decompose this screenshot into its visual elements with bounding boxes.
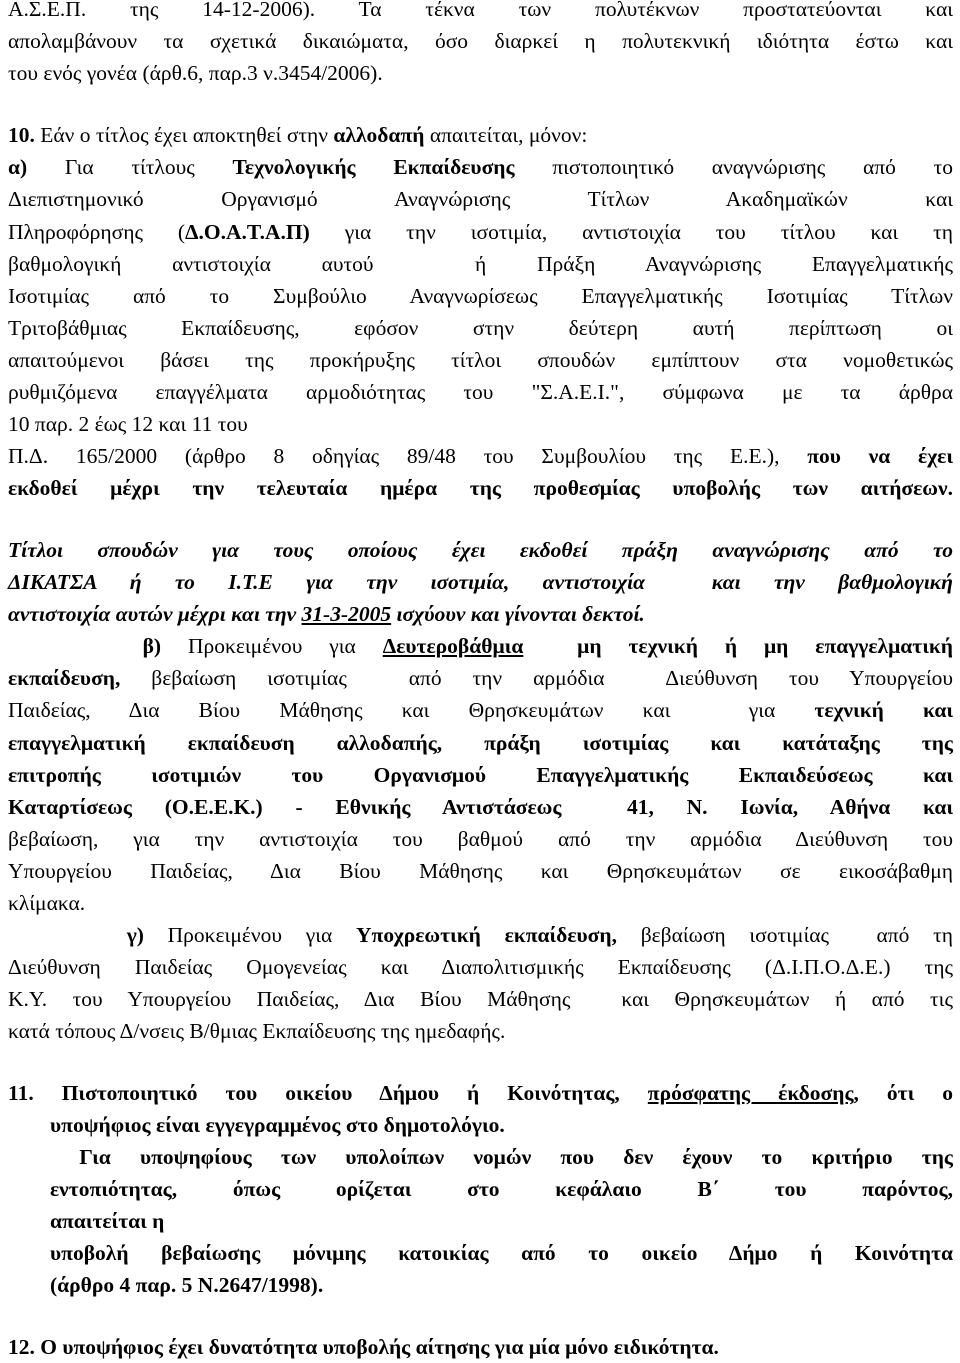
- text-line: [8, 727, 953, 759]
- text-run: ρυθμιζόμενα επαγγέλματα αρμοδιότητας του "Σ.Α.Ε.Ι.", σύμφωνα με τα άρθρα: [8, 380, 953, 404]
- text-line: [8, 759, 953, 791]
- text-run: Υποχρεωτική εκπαίδευση,: [356, 923, 617, 947]
- text-run: βεβαίωση ισοτιμίας από την αρμόδια Διεύθυνση του Υπουργείου: [120, 666, 953, 690]
- text-run: Ισοτιμίας από το Συμβούλιο Αναγνωρίσεως Επαγγελματικής Ισοτιμίας Τίτλων: [8, 284, 953, 308]
- text-line: [8, 630, 953, 662]
- text-run: Παιδείας, Δια Βίου Μάθησης και Θρησκευμάτων και για: [8, 698, 815, 722]
- text-run: που να έχει: [807, 444, 954, 468]
- text-run: επαγγελματική εκπαίδευση αλλοδαπής, πράξη ισοτιμίας και κατάταξης της: [8, 731, 953, 755]
- text-run: αλλοδαπή: [333, 123, 425, 147]
- text-run: (άρθρο 4 παρ. 5 Ν.2647/1998).: [50, 1273, 324, 1297]
- text-run: Εάν ο τίτλος έχει αποκτηθεί στην: [40, 123, 334, 147]
- text-run: Τίτλοι σπουδών για τους οποίους έχει εκδοθεί πράξη αναγνώρισης από το: [8, 538, 953, 562]
- text-line: [8, 151, 953, 183]
- text-line: [8, 0, 953, 25]
- text-run: Π.Δ. 165/2000 (άρθρο 8 οδηγίας 89/48 του Συμβουλίου της Ε.Ε.),: [8, 444, 808, 468]
- text-run: μη τεχνική ή μη επαγγελματική: [523, 634, 954, 658]
- text-line: [8, 440, 953, 472]
- text-run: Για τίτλους: [27, 155, 233, 179]
- text-line: [8, 280, 953, 312]
- text-run: Δευτεροβάθμια: [382, 634, 524, 658]
- text-run: εντοπιότητας, όπως ορίζεται στο κεφάλαιο Β΄ του παρόντος,: [50, 1177, 953, 1201]
- text-run: Πληροφόρησης (: [8, 220, 186, 244]
- text-run: Καταρτίσεως (Ο.Ε.Ε.Κ.) - Εθνικής Αντιστάσεως 41, Ν. Ιωνία, Αθήνα και: [8, 795, 953, 819]
- text-line: [8, 566, 953, 598]
- text-run: [8, 923, 127, 947]
- text-run: απαιτείται η: [50, 1209, 165, 1233]
- text-line: [8, 534, 953, 566]
- text-run: α): [8, 155, 28, 179]
- text-run: β): [142, 634, 162, 658]
- text-line: [8, 887, 953, 919]
- text-run: του ενός γονέα (άρθ.6, παρ.3 ν.3454/2006).: [8, 61, 383, 85]
- text-run: , ότι ο: [853, 1081, 953, 1105]
- text-run: 12. Ο υποψήφιος έχει δυνατότητα υποβολής αίτησης για μία μόνο ειδικότητα.: [8, 1335, 719, 1359]
- text-line: [50, 1205, 953, 1237]
- text-line: [8, 344, 953, 376]
- text-run: απαιτείται, μόνον:: [424, 123, 588, 147]
- text-line: [50, 1109, 953, 1141]
- text-run: Για υποψηφίους των υπολοίπων νομών που δεν έχουν το κριτήριο της: [50, 1145, 953, 1169]
- text-line: [8, 119, 953, 151]
- text-run: Προκειμένου για: [161, 634, 383, 658]
- text-run: επιτροπής ισοτιμιών του Οργανισμού Επαγγελματικής Εκπαιδεύσεως και: [8, 763, 953, 787]
- text-line: [8, 408, 953, 440]
- text-line: [8, 855, 953, 887]
- text-line: [8, 25, 953, 57]
- text-run: Κ.Υ. του Υπουργείου Παιδείας, Δια Βίου Μάθησης και Θρησκευμάτων ή από τις: [8, 987, 953, 1011]
- text-run: ΔΙΚΑΤΣΑ ή το Ι.Τ.Ε για την ισοτιμία, αντιστοιχία και την βαθμολογική: [8, 570, 953, 594]
- text-run: Προκειμένου για: [143, 923, 357, 947]
- text-run: για την ισοτιμία, αντιστοιχία του τίτλου και τη: [309, 220, 954, 244]
- text-run: τεχνική και: [814, 698, 953, 722]
- text-line: [8, 951, 953, 983]
- text-run: κατά τόπους Δ/νσεις Β/θμιας Εκπαίδευσης της ημεδαφής.: [8, 1019, 506, 1043]
- text-run: ισχύουν και γίνονται δεκτοί.: [391, 602, 645, 626]
- text-run: Τεχνολογικής Εκπαίδευσης: [232, 155, 515, 179]
- text-run: υποψήφιος είναι εγγεγραμμένος στο δημοτολόγιο.: [50, 1113, 505, 1137]
- text-line: [8, 694, 953, 726]
- text-line: [8, 1331, 953, 1363]
- text-run: βεβαίωση ισοτιμίας από τη: [616, 923, 953, 947]
- text-run: βαθμολογική αντιστοιχία αυτού ή Πράξη Αναγνώρισης Επαγγελματικής: [8, 252, 953, 276]
- text-line: [50, 1269, 953, 1301]
- text-run: 10 παρ. 2 έως 12 και 11 του: [8, 412, 248, 436]
- text-line: [8, 662, 953, 694]
- text-run: πιστοποιητικό αναγνώρισης από το: [514, 155, 954, 179]
- text-line: [50, 1237, 953, 1269]
- text-run: κλίμακα.: [8, 891, 86, 915]
- text-run: βεβαίωση, για την αντιστοιχία του βαθμού από την αρμόδια Διεύθυνση του: [8, 827, 953, 851]
- text-line: [8, 823, 953, 855]
- text-line: [8, 216, 953, 248]
- text-line: [8, 1015, 608, 1047]
- text-line: [8, 791, 953, 823]
- text-run: Τριτοβάθμιας Εκπαίδευσης, εφόσον στην δεύτερη αυτή περίπτωση οι: [8, 316, 953, 340]
- text-line: [8, 248, 953, 280]
- text-run: εκδοθεί μέχρι την τελευταία ημέρα της προθεσμίας υποβολής των αιτήσεων.: [8, 476, 953, 500]
- text-run: απαιτούμενοι βάσει της προκήρυξης τίτλοι σπουδών εμπίπτουν στα νομοθετικώς: [8, 348, 953, 372]
- text-run: Διεπιστημονικό Οργανισμό Αναγνώρισης Τίτλων Ακαδημαϊκών και: [8, 187, 953, 211]
- text-line: [8, 598, 953, 630]
- text-run: Διεύθυνση Παιδείας Ομογενείας και Διαπολιτισμικής Εκπαίδευσης (Δ.Ι.Π.Ο.Δ.Ε.) της: [8, 955, 953, 979]
- text-run: 11. Πιστοποιητικό του οικείου Δήμου ή Κοινότητας,: [8, 1081, 648, 1105]
- text-run: απολαμβάνουν τα σχετικά δικαιώματα, όσο διαρκεί η πολυτεκνική ιδιότητα έστω και: [8, 29, 953, 53]
- text-run: 10.: [8, 123, 41, 147]
- text-line: [8, 919, 953, 951]
- text-run: εκπαίδευση,: [8, 666, 121, 690]
- text-line: [8, 376, 953, 408]
- text-run: πρόσφατης έκδοσης: [647, 1081, 854, 1105]
- text-line: [8, 183, 953, 215]
- text-line: [8, 312, 953, 344]
- text-run: [8, 634, 143, 658]
- text-run: γ): [126, 923, 144, 947]
- text-line: [8, 983, 953, 1015]
- text-line: [8, 1077, 953, 1109]
- text-line: [8, 472, 953, 504]
- text-run: Δ.Ο.Α.Τ.Α.Π): [185, 220, 310, 244]
- text-line: [8, 57, 528, 89]
- text-line: [50, 1141, 953, 1173]
- text-run: Υπουργείου Παιδείας, Δια Βίου Μάθησης και Θρησκευμάτων σε εικοσάβαθμη: [8, 859, 953, 883]
- text-run: υποβολή βεβαίωσης μόνιμης κατοικίας από το οικείο Δήμο ή Κοινότητα: [50, 1241, 953, 1265]
- text-run: αντιστοιχία αυτών μέχρι και την: [8, 602, 302, 626]
- text-run: Α.Σ.Ε.Π. της 14-12-2006). Τα τέκνα των πολυτέκνων προστατεύονται και: [8, 0, 953, 21]
- text-run: 31-3-2005: [301, 602, 392, 626]
- text-line: [50, 1173, 953, 1205]
